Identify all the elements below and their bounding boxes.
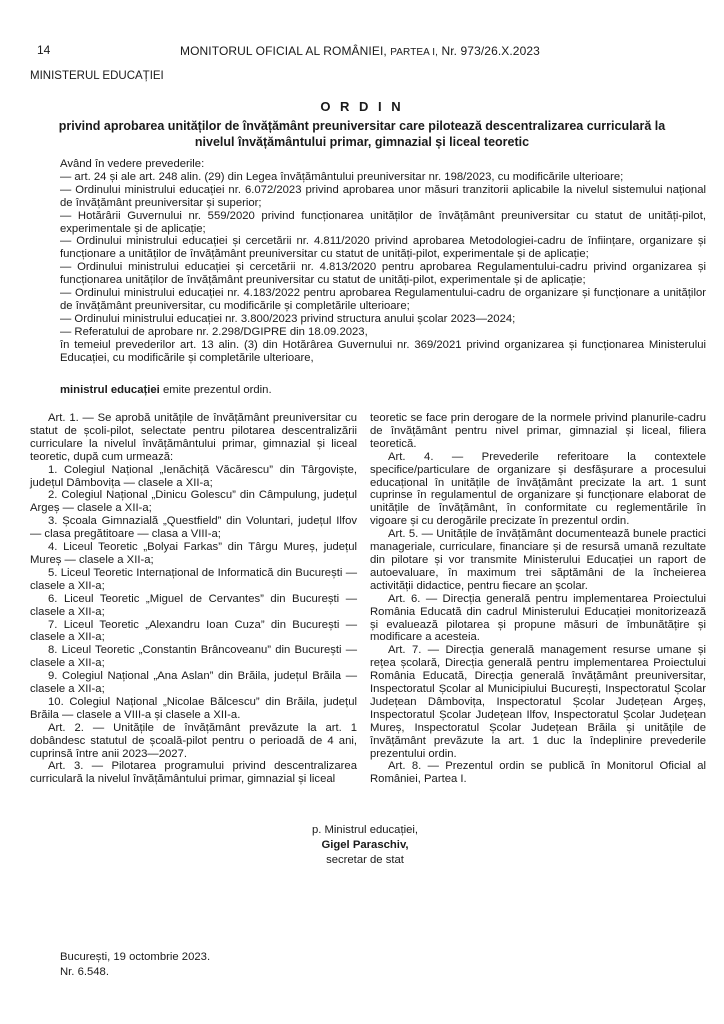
- place-date: București, 19 octombrie 2023.: [60, 951, 211, 963]
- left-column: [30, 412, 357, 786]
- order-number: Nr. 6.548.: [60, 966, 109, 978]
- list-item: 2. Colegiul Național „Dinicu Golescu” din Câmpulung, județul Argeș — clasele a XII-a;: [30, 489, 357, 515]
- list-item: 9. Colegiul Național „Ana Aslan” din Brăila, județul Brăila — clasele a XII-a;: [30, 670, 357, 696]
- place-date-block: [60, 950, 210, 980]
- journal-part: PARTEA I,: [390, 47, 439, 58]
- preamble-line: — Ordinului ministrului educației nr. 6.072/2023 privind aprobarea unor măsuri tranzitorii aplicabile la nivelul sistemului național de învățământ preuniversitar și superior;: [60, 183, 706, 209]
- list-item: 8. Liceul Teoretic „Constantin Brâncoveanu” din București — clasele a XII-a;: [30, 644, 357, 670]
- preamble-line: — Hotărârii Guvernului nr. 559/2020 privind funcționarea unităților de învățământ preuniversitar cu statut de unități-pilot, experimentale și de aplicație;: [60, 209, 706, 235]
- preamble: [60, 158, 706, 365]
- preamble-line: — Ordinului ministrului educației nr. 3.800/2023 privind structura anului școlar 2023—2024;: [60, 312, 516, 325]
- document-title: O R D I N: [320, 99, 404, 114]
- article-paragraph: Art. 1. — Se aprobă unitățile de învățământ preuniversitar cu statut de școli-pilot, selectate pentru pilotarea descentralizării curriculare la nivelul învățământului primar, gimnazial și liceal teoretic, după cum urmează:: [30, 412, 357, 463]
- article-paragraph: Art. 6. — Direcția generală pentru implementarea Proiectului România Educată din cadrul Ministerului Educației monitorizează și evaluează pilotarea și propune măsuri de îmbunătățire și modificare a acesteia.: [370, 592, 706, 644]
- page-number: 14: [37, 43, 51, 57]
- preamble-line: în temeiul prevederilor art. 13 alin. (3) din Hotărârea Guvernului nr. 369/2021 privind organizarea și funcționarea Ministerului Educației, cu modificările și completările ulterioare,: [60, 338, 706, 364]
- issuer-action: emite prezentul ordin.: [159, 384, 272, 396]
- preamble-line: — Ordinului ministrului educației și cercetării nr. 4.811/2020 privind aprobarea Metodologiei-cadru de înființare, organizare și funcționare a unităților de învățământ preuniversitar cu statut de unități-pilot, experimentale și de aplicație;: [60, 235, 706, 261]
- list-item: 3. Școala Gimnazială „Questfield” din Voluntari, județul Ilfov — clasa pregătitoare — clasa a VIII-a;: [30, 515, 357, 541]
- signatory-role: secretar de stat: [326, 854, 404, 866]
- list-item: 5. Liceul Teoretic Internațional de Informatică din București — clasele a XII-a;: [30, 566, 357, 592]
- issuer-statement: [60, 384, 272, 396]
- preamble-line: — Ordinului ministrului educației nr. 4.183/2022 pentru aprobarea Regulamentului-cadru de organizare și funcționare a unităților de învățământ preuniversitar, cu modificările și completările ulterioare;: [60, 287, 706, 312]
- list-item: 4. Liceul Teoretic „Bolyai Farkas” din Târgu Mureș, județul Mureș — clasele a XII-a;: [30, 541, 357, 566]
- journal-header: [180, 44, 540, 58]
- article-paragraph: Art. 4. — Prevederile referitoare la contextele specifice/particulare de organizare și desfășurare a procesului educațional în unitățile de învățământ precizate la art. 1 sunt cuprinse în regulamentul de organizare și funcționare elaborat de unitățile de învățământ, în conformitate cu reglementările în vigoare și cu derogările precizate în prezentul ordin.: [370, 450, 706, 528]
- right-column: [370, 412, 706, 786]
- article-paragraph: Art. 2. — Unitățile de învățământ prevăzute la art. 1 dobândesc statutul de școală-pilot pentru o perioadă de 4 ani, cuprinsă între anii 2023—2027.: [30, 721, 357, 760]
- signature-line: p. Ministrul educației,: [311, 824, 419, 836]
- article-paragraph: Art. 8. — Prezentul ordin se publică în Monitorul Oficial al României, Partea I.: [370, 760, 706, 786]
- list-item: 1. Colegiul Național „Ienăchiță Văcărescu” din Târgoviște, județul Dâmbovița — clasele a XII-a;: [30, 463, 357, 489]
- list-item: 10. Colegiul Național „Nicolae Bălcescu” din Brăila, județul Brăila — clasele a VIII-a și clasele a XII-a.: [30, 695, 357, 721]
- article-paragraph: Art. 7. — Direcția generală management resurse umane și rețea școlară, Direcția generală pentru implementarea Proiectului România Educată, Direcția generală învățământ preuniversitar, Inspectoratul Școlar al Municipiului București, Inspectoratul Școlar Județean Dâmbovița, Inspectoratul Școlar Județean Argeș, Inspectoratul Școlar Județean Ilfov, Inspectoratul Școlar Județean Mureș, Inspectoratul Școlar Județean Brăila și unitățile de învățământ prevăzute la art. 1 duc la îndeplinire prevederile prezentului ordin.: [370, 644, 706, 760]
- preamble-line: Având în vedere prevederile:: [60, 158, 205, 170]
- list-item: 6. Liceul Teoretic „Miguel de Cervantes” din București — clasele a XII-a;: [30, 592, 357, 618]
- signature-block: [280, 823, 450, 868]
- article-paragraph: Art. 5. — Unitățile de învățământ documentează bunele practici manageriale, curriculare, financiare și de resursă umană rezultate din pilotare și vor transmite Ministerului Educației un raport de autoevaluare, în maximum trei săptămâni de la încheierea activității didactice, pentru fiecare an școlar.: [370, 528, 706, 592]
- issuer-name: ministrul educației: [60, 384, 160, 396]
- preamble-line: — Referatului de aprobare nr. 2.298/DGIPRE din 18.09.2023,: [60, 325, 368, 338]
- journal-name: MONITORUL OFICIAL AL ROMÂNIEI,: [180, 44, 387, 58]
- journal-issue: Nr. 973/26.X.2023: [441, 44, 540, 58]
- ministry-name: MINISTERUL EDUCAȚIEI: [30, 70, 164, 82]
- preamble-line: — Ordinului ministrului educației și cercetării nr. 4.813/2020 pentru aprobarea Regulamentului-cadru privind organizarea și funcționarea unităților de învățământ preuniversitar cu statut de unități-pilot, experimentale și de aplicație;: [60, 261, 706, 287]
- document-subtitle: privind aprobarea unităților de învățământ preuniversitar care pilotează descentralizarea curriculară la nivelul învățământului primar, gimnazial și liceal teoretic: [58, 119, 666, 149]
- list-item: 7. Liceul Teoretic „Alexandru Ioan Cuza” din București — clasele a XII-a;: [30, 618, 357, 644]
- article-paragraph: teoretic se face prin derogare de la normele privind planurile-cadru de învățământ pentru nivel primar, gimnazial și liceal, filiera teoretică.: [370, 412, 706, 450]
- signatory-name: Gigel Paraschiv,: [321, 839, 409, 851]
- article-paragraph: Art. 3. — Pilotarea programului privind descentralizarea curriculară la nivelul învățământului primar, gimnazial și liceal: [30, 760, 357, 786]
- preamble-line: — art. 24 și ale art. 248 alin. (29) din Legea învățământului preuniversitar nr. 198/2023, cu modificările ulterioare;: [60, 170, 624, 183]
